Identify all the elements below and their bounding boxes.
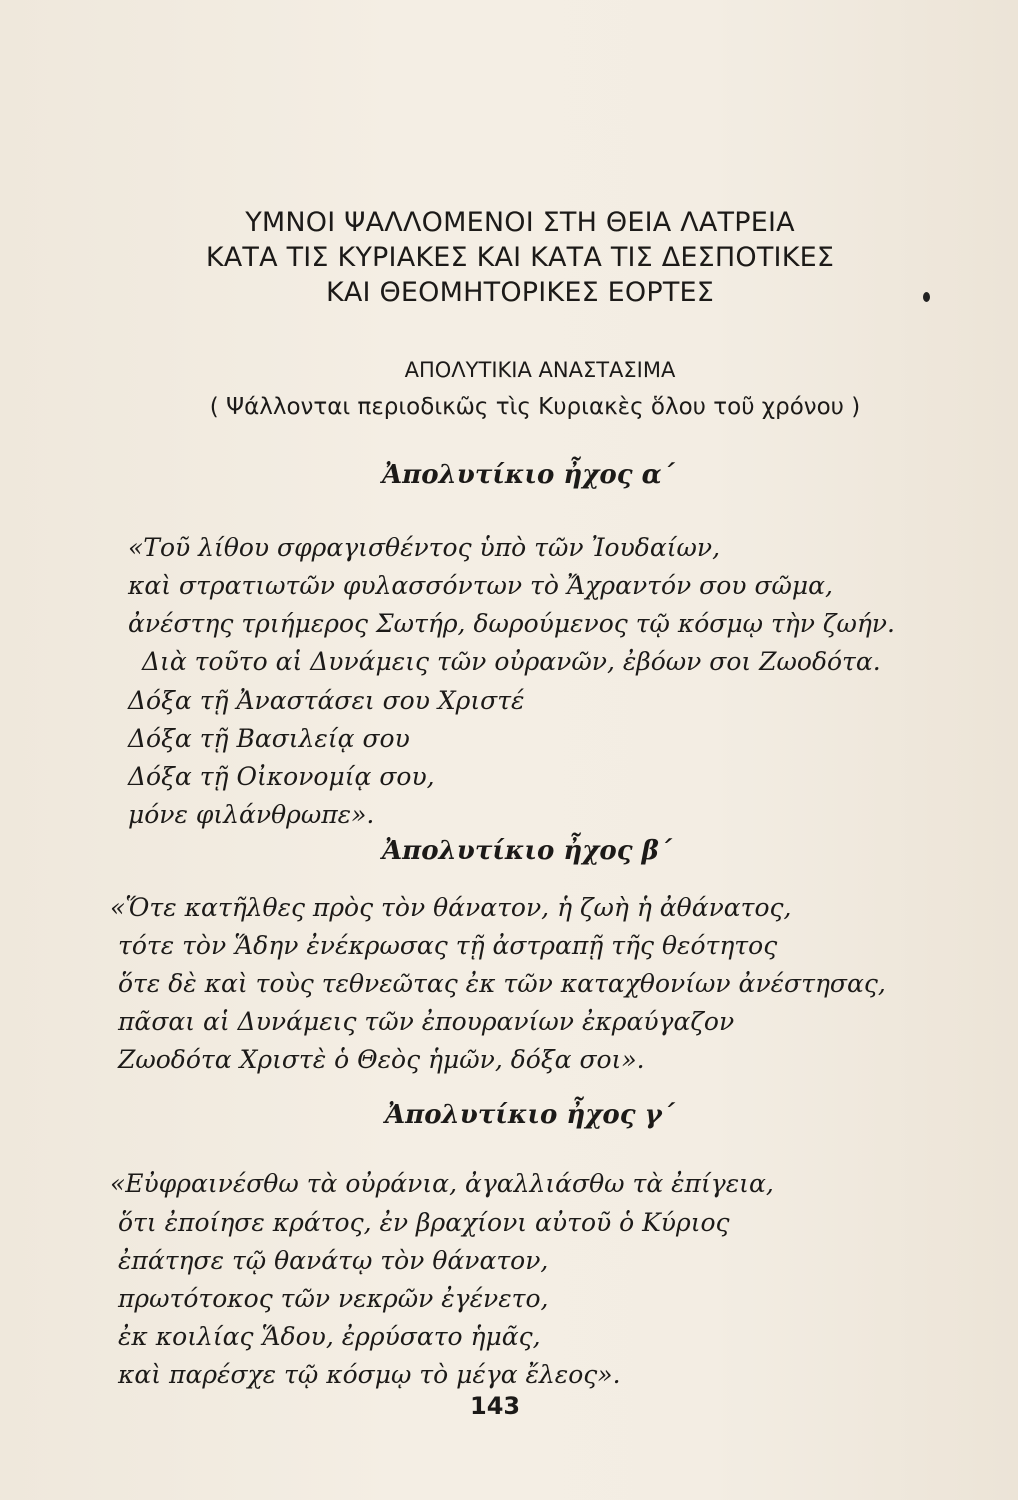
- hymn-3-line-6: καὶ παρέσχε τῷ κόσμῳ τὸ μέγα ἔλεος».: [118, 1360, 621, 1389]
- hymn-1-line-3: ἀνέστης τριήμερος Σωτήρ, δωρούμενος τῷ κόσμῳ τὴν ζωήν.: [128, 609, 895, 638]
- section-title: ΑΠΟΛΥΤΙΚΙΑ ΑΝΑΣΤΑΣΙΜΑ: [404, 358, 676, 382]
- ink-mark: [923, 292, 930, 302]
- hymn-heading-3: Ἀπολυτίκιο ἦχος γ΄: [385, 1100, 675, 1130]
- hymn-3-line-5: ἐκ κοιλίας Ἅδου, ἐρρύσατο ἡμᾶς,: [118, 1322, 541, 1351]
- hymn-2-line-1: «Ὅτε κατῆλθες πρὸς τὸν θάνατον, ἡ ζωὴ ἡ ἀθάνατος,: [110, 893, 792, 922]
- hymn-2-line-5: Ζωοδότα Χριστὲ ὁ Θεὸς ἡμῶν, δόξα σοι».: [118, 1045, 645, 1074]
- hymn-2-line-4: πᾶσαι αἱ Δυνάμεις τῶν ἐπουρανίων ἐκραύγαζον: [118, 1007, 735, 1036]
- hymn-1-line-4: Διὰ τοῦτο αἱ Δυνάμεις τῶν οὐρανῶν, ἐβόων σοι Ζωοδότα.: [142, 647, 881, 676]
- hymn-1-line-7: Δόξα τῇ Οἰκονομίᾳ σου,: [128, 762, 435, 791]
- hymn-1-line-2: καὶ στρατιωτῶν φυλασσόντων τὸ Ἄχραντόν σου σῶμα,: [128, 571, 833, 600]
- hymn-3-line-3: ἐπάτησε τῷ θανάτῳ τὸν θάνατον,: [118, 1246, 549, 1275]
- title-line-1: ΥΜΝΟΙ ΨΑΛΛΟΜΕΝΟΙ ΣΤΗ ΘΕΙΑ ΛΑΤΡΕΙΑ: [245, 207, 795, 238]
- hymn-heading-1: Ἀπολυτίκιο ἦχος α΄: [382, 460, 675, 490]
- title-line-2: ΚΑΤΑ ΤΙΣ ΚΥΡΙΑΚΕΣ ΚΑΙ ΚΑΤΑ ΤΙΣ ΔΕΣΠΟΤΙΚΕΣ: [205, 242, 835, 273]
- hymn-3-line-4: πρωτότοκος τῶν νεκρῶν ἐγένετο,: [118, 1284, 549, 1313]
- page-number: 143: [470, 1392, 521, 1420]
- hymn-1-line-6: Δόξα τῇ Βασιλείᾳ σου: [128, 724, 410, 753]
- page-title: [160, 205, 880, 310]
- hymn-2-line-3: ὅτε δὲ καὶ τοὺς τεθνεῶτας ἐκ τῶν καταχθονίων ἀνέστησας,: [118, 969, 886, 998]
- section-note: ( Ψάλλονται περιοδικῶς τὶς Κυριακὲς ὅλου τοῦ χρόνου ): [209, 394, 861, 420]
- title-line-3: ΚΑΙ ΘΕΟΜΗΤΟΡΙΚΕΣ ΕΟΡΤΕΣ: [325, 277, 715, 308]
- hymn-1-line-1: «Τοῦ λίθου σφραγισθέντος ὑπὸ τῶν Ἰουδαίων,: [128, 533, 721, 562]
- hymn-1-line-5: Δόξα τῇ Ἀναστάσει σου Χριστέ: [128, 686, 525, 715]
- hymn-3-line-1: «Εὐφραινέσθω τὰ οὐράνια, ἀγαλλιάσθω τὰ ἐπίγεια,: [110, 1169, 774, 1198]
- hymn-heading-2: Ἀπολυτίκιο ἦχος β΄: [382, 836, 672, 866]
- hymn-2-line-2: τότε τὸν Ἅδην ἐνέκρωσας τῇ ἀστραπῇ τῆς θεότητος: [118, 931, 778, 960]
- hymn-3-line-2: ὅτι ἐποίησε κράτος, ἐν βραχίονι αὐτοῦ ὁ Κύριος: [118, 1208, 730, 1237]
- hymn-1-line-8: μόνε φιλάνθρωπε».: [128, 800, 375, 829]
